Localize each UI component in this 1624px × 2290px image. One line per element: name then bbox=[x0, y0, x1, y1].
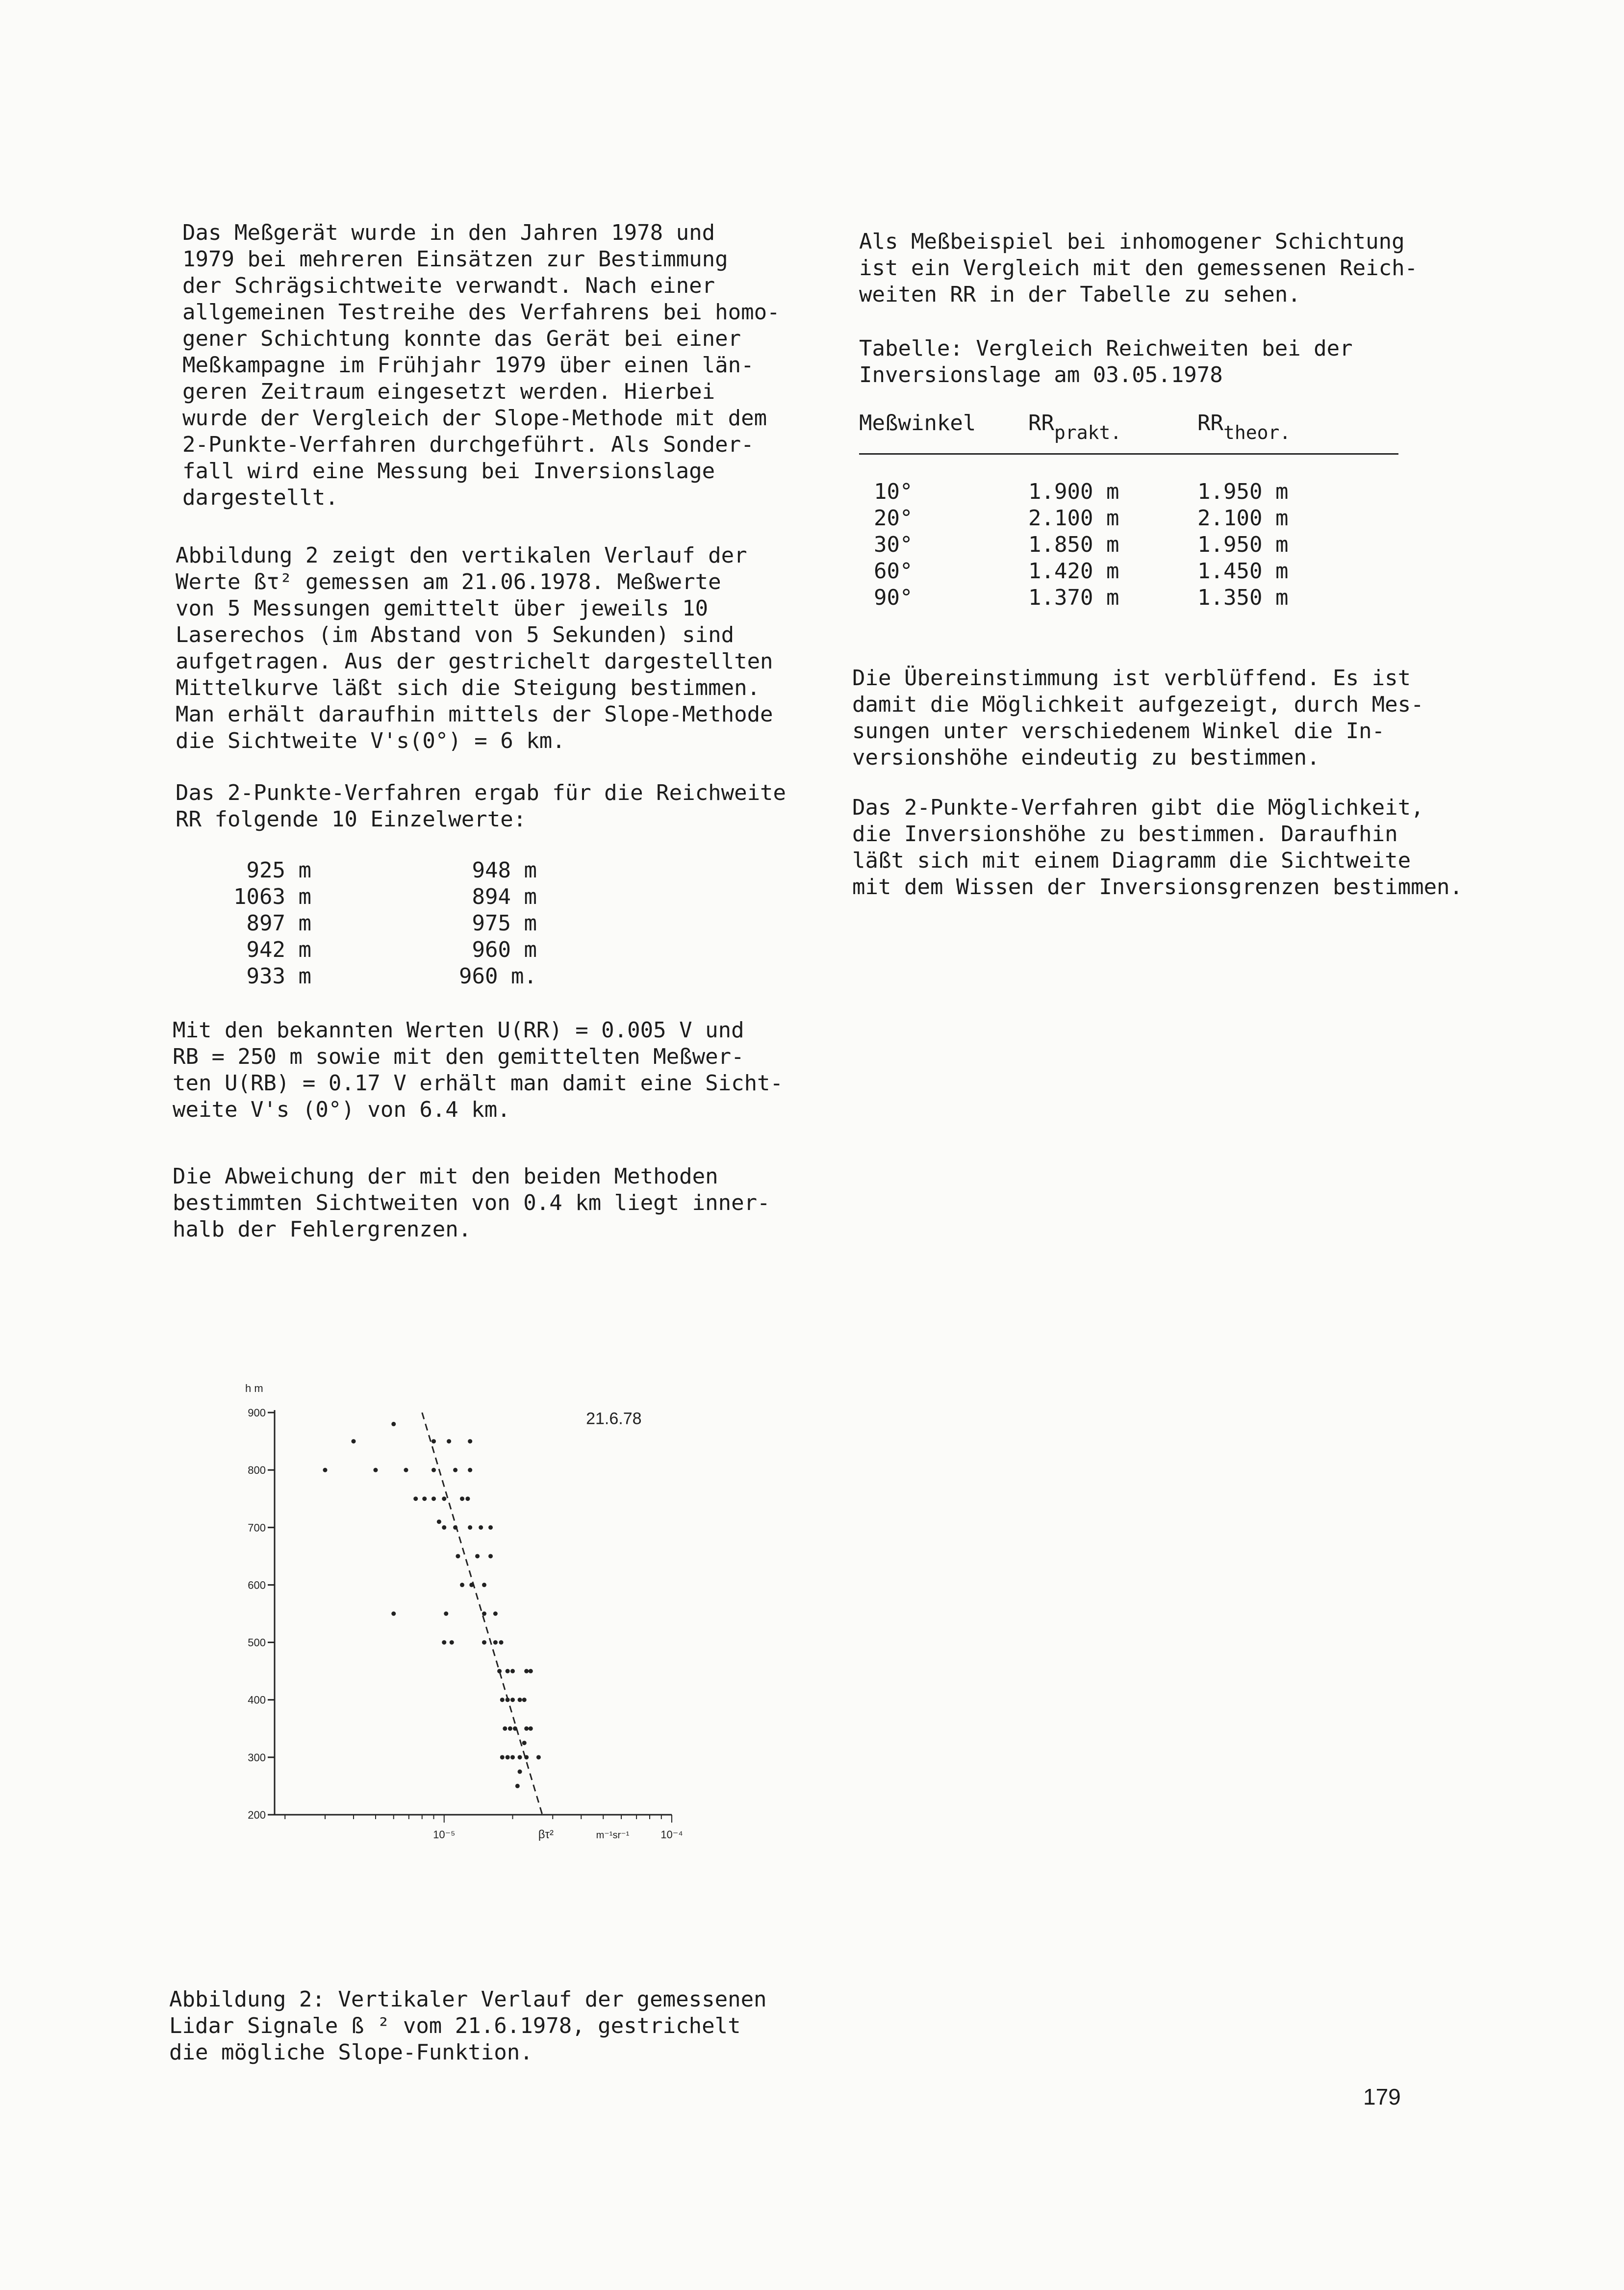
data-point bbox=[442, 1525, 446, 1530]
header-angle: Meßwinkel bbox=[859, 411, 976, 436]
table-title: Tabelle: Vergleich Reichweiten bei der Inversionslage am 03.05.1978 bbox=[859, 336, 1353, 387]
range-values-table bbox=[226, 857, 537, 990]
x-axis-unit: m⁻¹sr⁻¹ bbox=[596, 1830, 630, 1841]
data-point bbox=[515, 1784, 520, 1788]
data-point bbox=[468, 1525, 472, 1530]
rr-prakt-cell: 1.850 m bbox=[1028, 532, 1119, 557]
figure-caption: Abbildung 2: Vertikaler Verlauf der gemessenen Lidar Signale ß ² vom 21.6.1978, gestrichelt die mögliche Slope-Funktion. bbox=[169, 1987, 767, 2065]
data-point bbox=[508, 1726, 512, 1731]
data-point bbox=[529, 1669, 533, 1673]
data-point bbox=[524, 1669, 529, 1673]
data-point bbox=[518, 1698, 522, 1702]
y-tick-label: 500 bbox=[248, 1636, 266, 1649]
rr-theor-cell: 1.450 m bbox=[1197, 559, 1289, 584]
data-point bbox=[450, 1640, 454, 1645]
table-row bbox=[859, 479, 1403, 505]
data-point bbox=[510, 1755, 515, 1759]
rr-theor-cell: 1.950 m bbox=[1197, 532, 1289, 557]
y-tick-label: 900 bbox=[248, 1407, 266, 1419]
range-value: 960 m. bbox=[459, 964, 537, 989]
data-point bbox=[482, 1612, 486, 1616]
table-row bbox=[859, 505, 1403, 532]
data-point bbox=[468, 1468, 472, 1472]
table-row bbox=[226, 857, 537, 884]
left-para-5: Die Abweichung der mit den beiden Methoden bestimmten Sichtweiten von 0.4 km liegt inner- halb der Fehlergrenzen. bbox=[173, 1164, 770, 1242]
rr-prakt-cell: 1.370 m bbox=[1028, 585, 1119, 610]
rr-theor-cell: 2.100 m bbox=[1197, 506, 1289, 531]
data-point bbox=[444, 1612, 448, 1616]
x-axis-label: βτ² bbox=[538, 1828, 554, 1841]
x-tick-label: 10⁻⁴ bbox=[660, 1828, 683, 1841]
y-tick-label: 700 bbox=[248, 1521, 266, 1534]
table-row bbox=[226, 910, 537, 937]
range-value: 1063 m bbox=[233, 884, 311, 909]
data-point bbox=[522, 1741, 527, 1745]
data-point bbox=[500, 1755, 505, 1759]
table-row bbox=[859, 558, 1403, 585]
table-row bbox=[859, 532, 1403, 558]
data-point bbox=[522, 1698, 527, 1702]
data-point bbox=[413, 1496, 418, 1501]
range-value: 975 m bbox=[472, 911, 537, 936]
table-row bbox=[226, 884, 537, 910]
right-para-1: Als Meßbeispiel bei inhomogener Schichtung ist ein Vergleich mit den gemessenen Reich- weiten RR in der Tabelle zu sehen. bbox=[859, 229, 1418, 307]
range-value: 897 m bbox=[246, 911, 311, 936]
chart-title: 21.6.78 bbox=[586, 1409, 642, 1428]
table-row bbox=[859, 585, 1403, 611]
range-value: 960 m bbox=[472, 937, 537, 962]
y-tick-label: 600 bbox=[248, 1579, 266, 1592]
data-point bbox=[518, 1755, 522, 1759]
rr-theor-cell: 1.350 m bbox=[1197, 585, 1289, 610]
angle-cell: 20° bbox=[874, 506, 913, 531]
left-para-3: Das 2-Punkte-Verfahren ergab für die Reichweite RR folgende 10 Einzelwerte: bbox=[176, 780, 787, 832]
rr-prakt-cell: 1.420 m bbox=[1028, 559, 1119, 584]
y-axis-label: h m bbox=[245, 1383, 263, 1394]
angle-cell: 10° bbox=[874, 479, 913, 504]
right-para-2: Die Übereinstimmung ist verblüffend. Es ist damit die Möglichkeit aufgezeigt, durch Mes- sungen unter verschiedenem Winkel die In- versionshöhe eindeutig zu bestimmen. bbox=[852, 666, 1424, 770]
data-point bbox=[422, 1496, 427, 1501]
data-point bbox=[510, 1669, 515, 1673]
left-para-2: Abbildung 2 zeigt den vertikalen Verlauf der Werte ßτ² gemessen am 21.06.1978. Meßwerte von 5 Messungen gemittelt über jeweils 10 Laserechos (im Abstand von 5 Sekunden) sind aufgetragen. Aus der gestrichelt dargestellten Mittelkurve läßt sich die Steigung bestimmen. Man erhält daraufhin mittels der Slope-Methode die Sichtweite V's(0°) = 6 km. bbox=[176, 543, 773, 753]
angle-cell: 60° bbox=[874, 559, 913, 584]
data-point bbox=[518, 1770, 522, 1774]
data-point bbox=[524, 1726, 529, 1731]
data-point bbox=[506, 1755, 510, 1759]
data-point bbox=[456, 1554, 460, 1558]
data-point bbox=[488, 1525, 493, 1530]
y-tick-label: 800 bbox=[248, 1464, 266, 1477]
header-rr-prakt: RRprakt. bbox=[1028, 411, 1122, 443]
data-point bbox=[488, 1554, 493, 1558]
data-point bbox=[482, 1583, 486, 1587]
data-point bbox=[510, 1698, 515, 1702]
data-point bbox=[493, 1612, 498, 1616]
y-tick-label: 200 bbox=[248, 1809, 266, 1821]
y-tick-label: 400 bbox=[248, 1694, 266, 1706]
data-point bbox=[479, 1525, 483, 1530]
data-point bbox=[499, 1640, 504, 1645]
y-tick-label: 300 bbox=[248, 1751, 266, 1764]
chart-svg bbox=[230, 1383, 721, 1864]
data-point bbox=[373, 1468, 378, 1472]
data-point bbox=[391, 1422, 396, 1426]
data-point bbox=[529, 1726, 533, 1731]
lidar-profile-chart bbox=[230, 1383, 721, 1864]
data-point bbox=[351, 1439, 355, 1443]
data-point bbox=[447, 1439, 451, 1443]
range-value: 942 m bbox=[246, 937, 311, 962]
range-value: 933 m bbox=[246, 964, 311, 989]
data-point bbox=[460, 1583, 464, 1587]
data-point bbox=[468, 1439, 472, 1443]
data-point bbox=[442, 1640, 446, 1645]
data-point bbox=[493, 1640, 498, 1645]
data-point bbox=[475, 1554, 480, 1558]
rr-prakt-cell: 1.900 m bbox=[1028, 479, 1119, 504]
data-point bbox=[442, 1496, 446, 1501]
table-rule bbox=[859, 453, 1398, 455]
left-para-4: Mit den bekannten Werten U(RR) = 0.005 V und RB = 250 m sowie mit den gemittelten Meßwer- ten U(RB) = 0.17 V erhält man damit eine Sicht- weite V's (0°) von 6.4 km. bbox=[173, 1018, 784, 1122]
data-point bbox=[482, 1640, 486, 1645]
x-tick-label: 10⁻⁵ bbox=[433, 1828, 456, 1841]
range-value: 925 m bbox=[246, 858, 311, 883]
left-para-1: Das Meßgerät wurde in den Jahren 1978 und 1979 bei mehreren Einsätzen zur Bestimmung der Schrägsichtweite verwandt. Nach einer allgemeinen Testreihe des Verfahrens bei homo- gener Schichtung konnte das Gerät bei einer Meßkampagne im Frühjahr 1979 über einen län- geren Zeitraum eingesetzt werden. Hierbei wurde der Vergleich der Slope-Methode mit dem 2-Punkte-Verfahren durchgeführt. Als Sonder- fall wird eine Messung bei Inversionslage dargestellt. bbox=[182, 220, 780, 510]
comparison-table bbox=[859, 410, 1403, 611]
header-rr-theor: RRtheor. bbox=[1197, 411, 1291, 443]
right-para-3: Das 2-Punkte-Verfahren gibt die Möglichkeit, die Inversionshöhe zu bestimmen. Daraufhin läßt sich mit einem Diagramm die Sichtweite mit dem Wissen der Inversionsgrenzen bestimmen. bbox=[852, 795, 1463, 900]
data-point bbox=[460, 1496, 464, 1501]
data-point bbox=[431, 1496, 436, 1501]
rr-prakt-cell: 2.100 m bbox=[1028, 506, 1119, 531]
data-point bbox=[453, 1468, 457, 1472]
data-point bbox=[437, 1519, 441, 1524]
angle-cell: 30° bbox=[874, 532, 913, 557]
data-point bbox=[323, 1468, 327, 1472]
data-point bbox=[391, 1612, 396, 1616]
data-point bbox=[404, 1468, 408, 1472]
data-point bbox=[431, 1439, 436, 1443]
rr-theor-cell: 1.950 m bbox=[1197, 479, 1289, 504]
table-row bbox=[226, 963, 537, 990]
data-point bbox=[465, 1496, 470, 1501]
data-point bbox=[503, 1726, 507, 1731]
range-value: 894 m bbox=[472, 884, 537, 909]
data-point bbox=[536, 1755, 541, 1759]
table-row bbox=[226, 937, 537, 963]
angle-cell: 90° bbox=[874, 585, 913, 610]
page-number: 179 bbox=[1363, 2084, 1401, 2110]
data-point bbox=[506, 1669, 510, 1673]
data-point bbox=[500, 1698, 505, 1702]
range-value: 948 m bbox=[472, 858, 537, 883]
data-point bbox=[431, 1468, 436, 1472]
